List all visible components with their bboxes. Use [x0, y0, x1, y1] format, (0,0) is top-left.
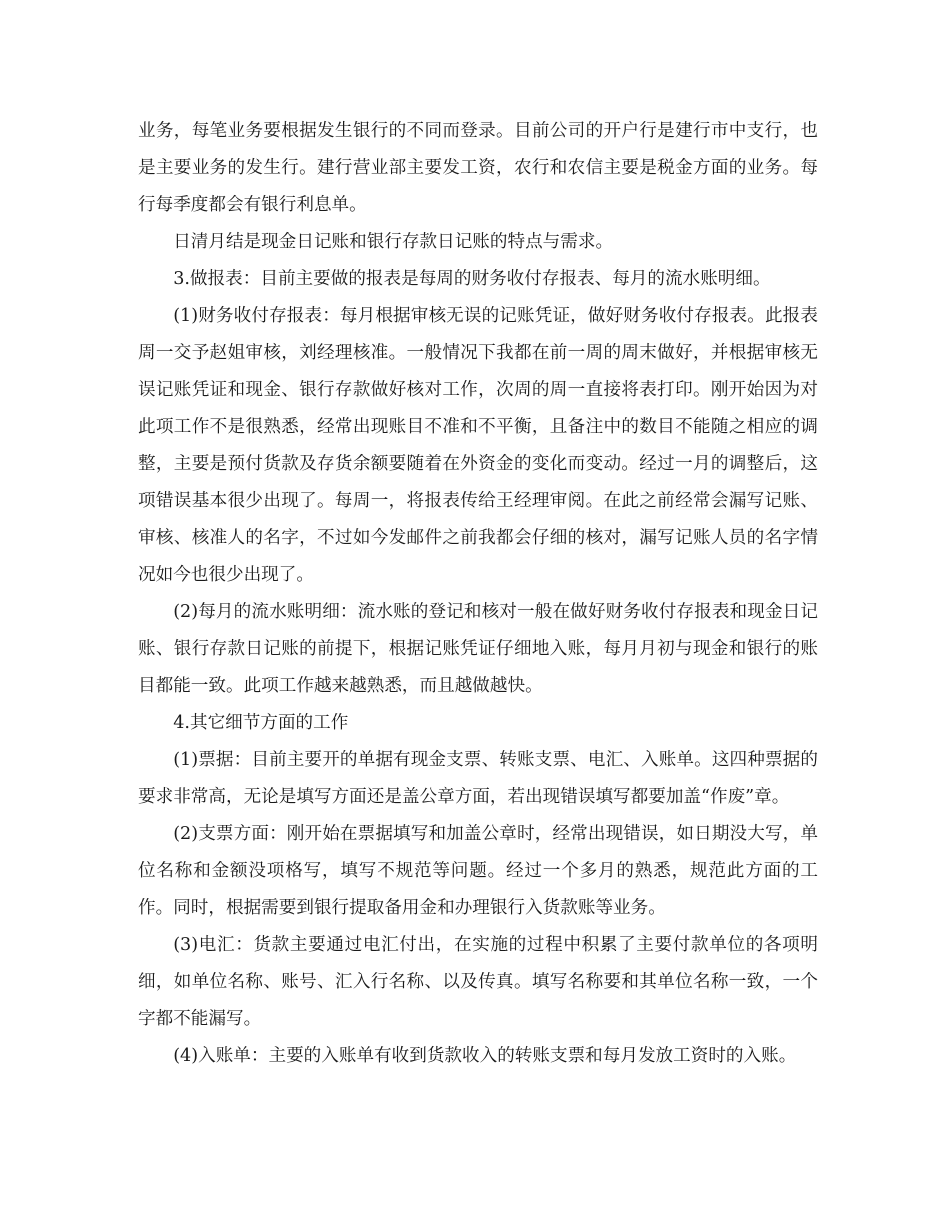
paragraph-continuation: 业务，每笔业务要根据发生银行的不同而登录。目前公司的开户行是建行市中支行，也是主要业务的发生行。建行营业部主要发工资，农行和农信主要是税金方面的业务。每行每季度都会有银行利息单。 — [138, 121, 818, 215]
paragraph-deposit-slip: (4)入账单：主要的入账单有收到货款收入的转账支票和每月发放工资时的入账。 — [173, 1046, 797, 1066]
paragraph-reports-heading: 3.做报表：目前主要做的报表是每周的财务收付存报表、每月的流水账明细。 — [173, 269, 771, 289]
paragraph-bills: (1)票据：目前主要开的单据有现金支票、转账支票、电汇、入账单。这四种票据的要求非常高，无论是填写方面还是盖公章方面，若出现错误填写都要加盖“作废”章。 — [138, 750, 818, 807]
paragraph-receipts-report: (1)财务收付存报表：每月根据审核无误的记账凭证，做好财务收付存报表。此报表周一交予赵姐审核，刘经理核准。一般情况下我都在前一周的周末做好，并根据审核无误记账凭证和现金、银行存款做好核对工作，次周的周一直接将表打印。刚开始因为对此项工作不是很熟悉，经常出现账目不准和不平衡，且备注中的数目不能随之相应的调整，主要是预付货款及存货余额要随着在外资金的变化而变动。经过一月的调整后，这项错误基本很少出现了。每周一，将报表传给王经理审阅。在此之前经常会漏写记账、审核、核准人的名字，不过如今发邮件之前我都会仔细的核对，漏写记账人员的名字情况如今也很少出现了。 — [138, 306, 818, 585]
paragraph-other-details-heading: 4.其它细节方面的工作 — [173, 713, 349, 733]
paragraph-checks: (2)支票方面：刚开始在票据填写和加盖公章时，经常出现错误，如日期没大写，单位名称和金额没项格写，填写不规范等问题。经过一个多月的熟悉，规范此方面的工作。同时，根据需要到银行提取备用金和办理银行入货款账等业务。 — [138, 824, 818, 918]
paragraph-wire-transfer: (3)电汇：货款主要通过电汇付出，在实施的过程中积累了主要付款单位的各项明细，如单位名称、账号、汇入行名称、以及传真。填写名称要和其单位名称一致，一个字都不能漏写。 — [138, 935, 818, 1029]
paragraph-daily-settlement: 日清月结是现金日记账和银行存款日记账的特点与需求。 — [173, 232, 614, 252]
document-body — [138, 113, 818, 1075]
paragraph-ledger-detail: (2)每月的流水账明细：流水账的登记和核对一般在做好财务收付存报表和现金日记账、银行存款日记账的前提下，根据记账凭证仔细地入账，每月月初与现金和银行的账目都能一致。此项工作越来越熟悉，而且越做越快。 — [138, 602, 818, 696]
